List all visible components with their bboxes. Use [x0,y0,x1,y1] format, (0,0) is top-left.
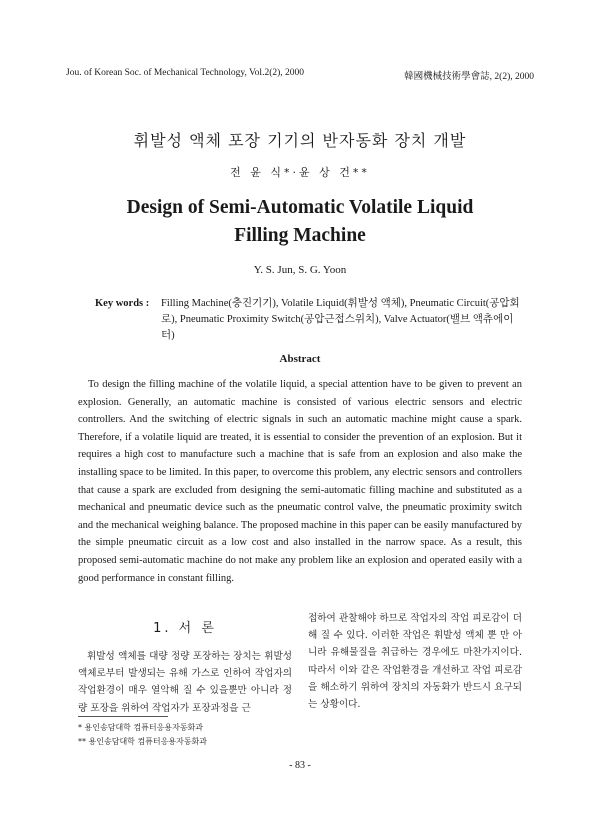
title-korean: 휘발성 액체 포장 기기의 반자동화 장치 개발 [133,131,467,150]
title-english [0,194,600,250]
journal-header-en: Jou. of Korean Soc. of Mechanical Technology, Vol.2(2), 2000 [66,68,305,78]
page-number: - 83 - [289,760,311,771]
title-english-line2: Filling Machine [234,225,366,246]
footnote-rule [78,716,168,717]
section-heading-introduction: 1. 서 론 [153,621,217,636]
title-english-line1: Design of Semi-Automatic Volatile Liquid [126,197,474,218]
footnote-2: ** 용인송담대학 컴퓨터응용자동화과 [78,737,208,746]
abstract-text: To design the filling machine of the volatile liquid, a special attention have to be given to prevent an explosion. Generally, an automatic machine is consisted of various electric sensors and electric controllers. And the switching of electric signals in such an automatic machine might cause a spark. Therefore, if a volatile liquid are treated, it is essential to consider the prevention of an explosion. But it requires a high cost to manufacture such a machine that is safe from an explosion and also make the installing space to be limited. In this paper, to overcome this problem, any electric sensors and controllers that cause a spark are excluded from designing the semi-automatic filling machine and substituted as a mechanical and pneumatic device such as the pneumatic control valve, the pneumatic proximity switch and the mechanical weighing balance. The proposed machine in this paper can be easily manufactured by the simple pneumatic circuit as a low cost and also installed in the narrow space. As a result, this proposed semi-automatic machine do not make any problem like an explosion and operated easily with a good performance in constant filling. [78,379,522,584]
journal-header-ko: 韓國機械技術學會誌, 2(2), 2000 [404,72,534,82]
authors-english: Y. S. Jun, S. G. Yoon [253,264,347,276]
authors-korean: 전 윤 식*·윤 상 건** [230,166,370,179]
keywords-block [95,296,525,344]
abstract-heading: Abstract [279,353,321,365]
intro-left-column: 휘발성 액체를 대량 정량 포장하는 장치는 휘발성 액체로부터 발생되는 유해 가스로 인하여 작업자의 작업환경이 매우 열악해 질 수 있을뿐만 아니라 정량 포장을 위하여 작업자가 포장과정을 근 [78,651,292,714]
keywords-text: Filling Machine(충진기기), Volatile Liquid(휘발성 액체), Pneumatic Circuit(공압회로), Pneumatic Proximity Switch(공압근접스위치), Valve Actuator(밸브 액츄에이터) [161,298,520,341]
keywords-label: Key words : [95,298,150,309]
intro-right-column: 접하여 관찰해야 하므로 작업자의 작업 피로감이 더해 질 수 있다. 이러한 작업은 휘발성 액체 뿐 만 아니라 유해물질을 취급하는 경우에도 마찬가지이다. 따라서 이와 같은 작업환경을 개선하고 작업 피로감을 해소하기 위하여 장치의 자동화가 반드시 요구되는 상황이다. [308,613,522,711]
footnote-1: * 용인송담대학 컴퓨터응용자동화과 [78,723,204,732]
